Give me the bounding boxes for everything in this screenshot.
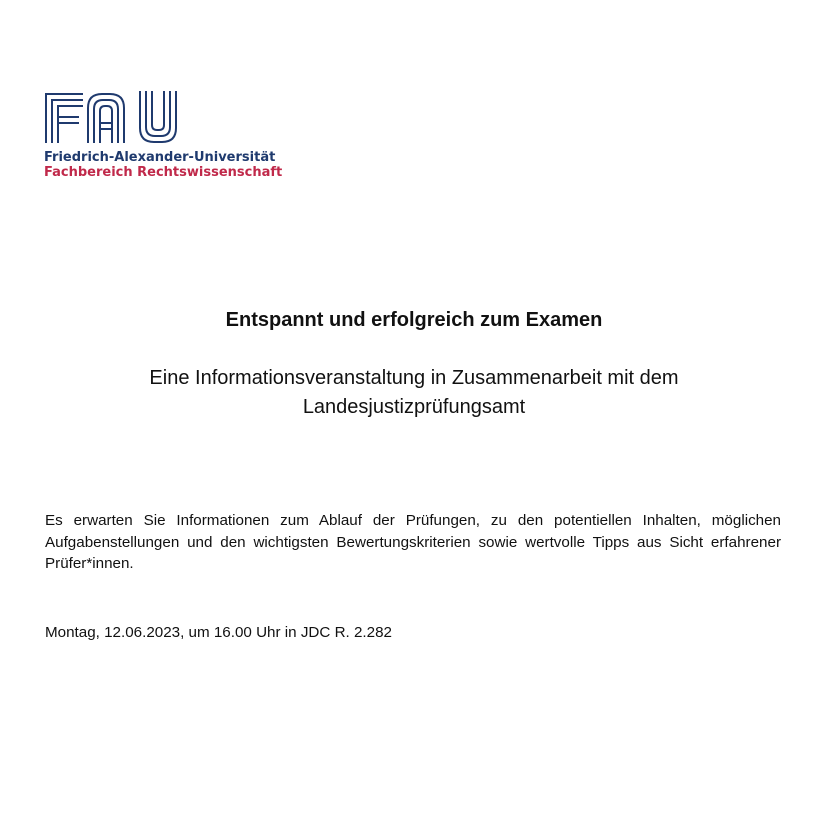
fau-logo	[44, 90, 184, 144]
event-description: Es erwarten Sie Informationen zum Ablauf der Prüfungen, zu den potentiellen Inhalten, möglichen Aufgabenstellungen und den wichtigsten Bewertungskriterien sowie wertvolle Tipps aus Sicht erfahrener Prüfer*innen.	[45, 512, 781, 572]
faculty-name: Fachbereich Rechtswissenschaft	[44, 165, 283, 180]
page-subtitle: Eine Informationsveranstaltung in Zusammenarbeit mit dem Landesjustizprüfungsamt	[149, 367, 679, 418]
event-date-location: Montag, 12.06.2023, um 16.00 Uhr in JDC R. 2.282	[45, 624, 392, 641]
page-title: Entspannt und erfolgreich zum Examen	[225, 309, 603, 331]
university-name: Friedrich-Alexander-Universität	[44, 150, 276, 165]
fau-logo-block	[44, 90, 304, 180]
